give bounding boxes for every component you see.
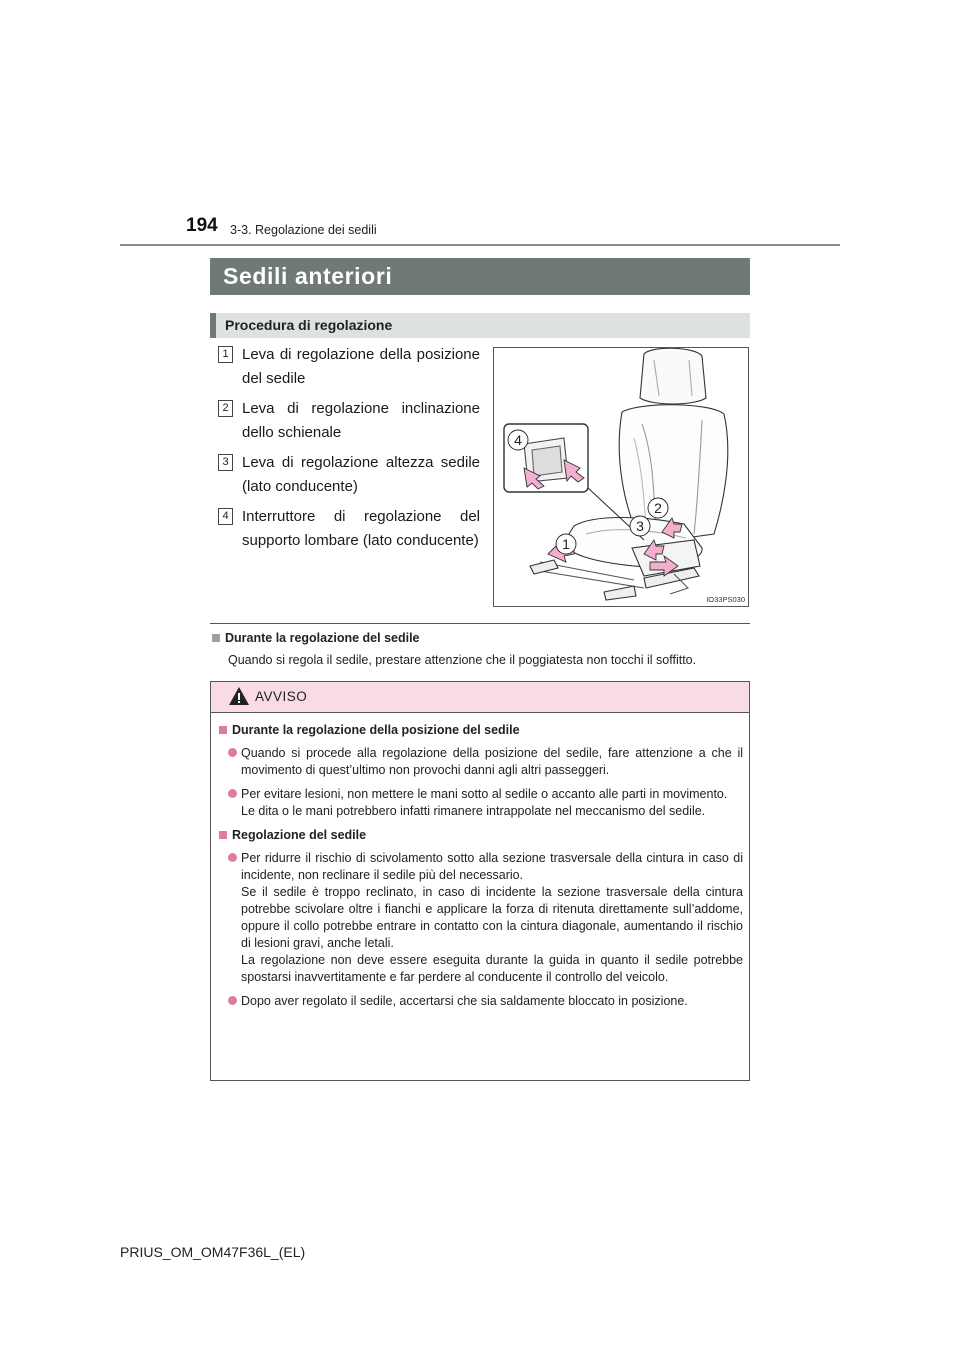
- warning-title: AVVISO: [255, 689, 308, 704]
- warning-section-heading: [219, 827, 743, 844]
- warning-bullet: [219, 850, 743, 986]
- figure-code: IO33PS030: [706, 595, 745, 604]
- warning-bullet: [219, 745, 743, 779]
- item-text: Leva di regolazione altezza sedile (lato conducente): [242, 454, 480, 495]
- section-reference: 3-3. Regolazione dei sedili: [230, 223, 377, 237]
- seat-illustration: [493, 347, 749, 607]
- warning-body: [219, 722, 743, 1017]
- note-heading: [212, 631, 420, 645]
- item-number-badge: 3: [218, 454, 233, 471]
- warning-triangle-icon: [228, 686, 250, 706]
- document-footer-code: PRIUS_OM_OM47F36L_(EL): [120, 1244, 306, 1260]
- circle-bullet-icon: [228, 748, 237, 757]
- item-text: Leva di regolazione della posizione del sedile: [242, 346, 480, 387]
- warning-section-heading: [219, 722, 743, 739]
- warning-bullet-text: Quando si procede alla regolazione della posizione del sedile, fare attenzione a che il movimento di quest’ultimo non provochi danni agli altri passeggeri.: [241, 746, 743, 777]
- header-divider: [120, 244, 840, 246]
- callout-3: 3: [636, 518, 644, 534]
- note-text: Quando si regola il sedile, prestare attenzione che il poggiatesta non tocchi il soffitto.: [228, 653, 697, 667]
- circle-bullet-icon: [228, 789, 237, 798]
- content-divider: [210, 623, 750, 624]
- list-item: [218, 505, 480, 552]
- circle-bullet-icon: [228, 996, 237, 1005]
- callout-2: 2: [654, 500, 662, 516]
- subsection-title-band: [210, 313, 750, 338]
- warning-bullet-text: Dopo aver regolato il sedile, accertarsi che sia saldamente bloccato in posizione.: [241, 994, 688, 1008]
- warning-heading-text: Regolazione del sedile: [232, 828, 367, 842]
- item-number-badge: 1: [218, 346, 233, 363]
- item-number-badge: 4: [218, 508, 233, 525]
- note-heading-text: Durante la regolazione del sedile: [225, 631, 420, 645]
- warning-bullet: [219, 786, 743, 820]
- section-title-band: [210, 258, 750, 295]
- warning-heading-text: Durante la regolazione della posizione del sedile: [232, 723, 520, 737]
- warning-bullet-text: Per evitare lesioni, non mettere le mani sotto al sedile o accanto alle parti in movimento. Le dita o le mani potrebbero infatti rimanere intrappolate nel meccanismo del sedile.: [241, 787, 728, 818]
- item-text: Interruttore di regolazione del supporto lombare (lato conducente): [242, 508, 480, 549]
- list-item: [218, 343, 480, 390]
- warning-bullet: [219, 993, 743, 1010]
- warning-header: [211, 682, 749, 713]
- subsection-title: Procedura di regolazione: [225, 317, 393, 333]
- warning-box: [210, 681, 750, 1081]
- list-item: [218, 397, 480, 444]
- square-bullet-icon: [219, 726, 227, 734]
- seat-drawing: [494, 348, 748, 606]
- item-text: Leva di regolazione inclinazione dello schienale: [242, 400, 480, 441]
- circle-bullet-icon: [228, 853, 237, 862]
- callout-4: 4: [514, 432, 522, 448]
- square-bullet-icon: [219, 831, 227, 839]
- warning-bullet-text: Per ridurre il rischio di scivolamento sotto alla sezione trasversale della cintura in caso di incidente, non reclinare il sedile più del necessario. Se il sedile è troppo reclinato, in caso di incidente la sezione trasversale della cintura potrebbe scivolare oltre i fianchi e applicare la forza di ritenuta direttamente sull’addome, oppure il collo potrebbe entrare in contatto con la cintura diagonale, aumentando il rischio di lesioni gravi, anche letali. La regolazione non deve essere eseguita durante la guida in quanto il sedile potrebbe spostarsi inavvertitamente e far perdere al conducente il controllo del veicolo.: [241, 851, 743, 984]
- section-title: Sedili anteriori: [223, 263, 393, 289]
- page-number: 194: [186, 215, 218, 236]
- callout-1: 1: [562, 536, 570, 552]
- item-number-badge: 2: [218, 400, 233, 417]
- adjustment-items-list: [218, 343, 480, 559]
- list-item: [218, 451, 480, 498]
- square-bullet-icon: [212, 634, 220, 642]
